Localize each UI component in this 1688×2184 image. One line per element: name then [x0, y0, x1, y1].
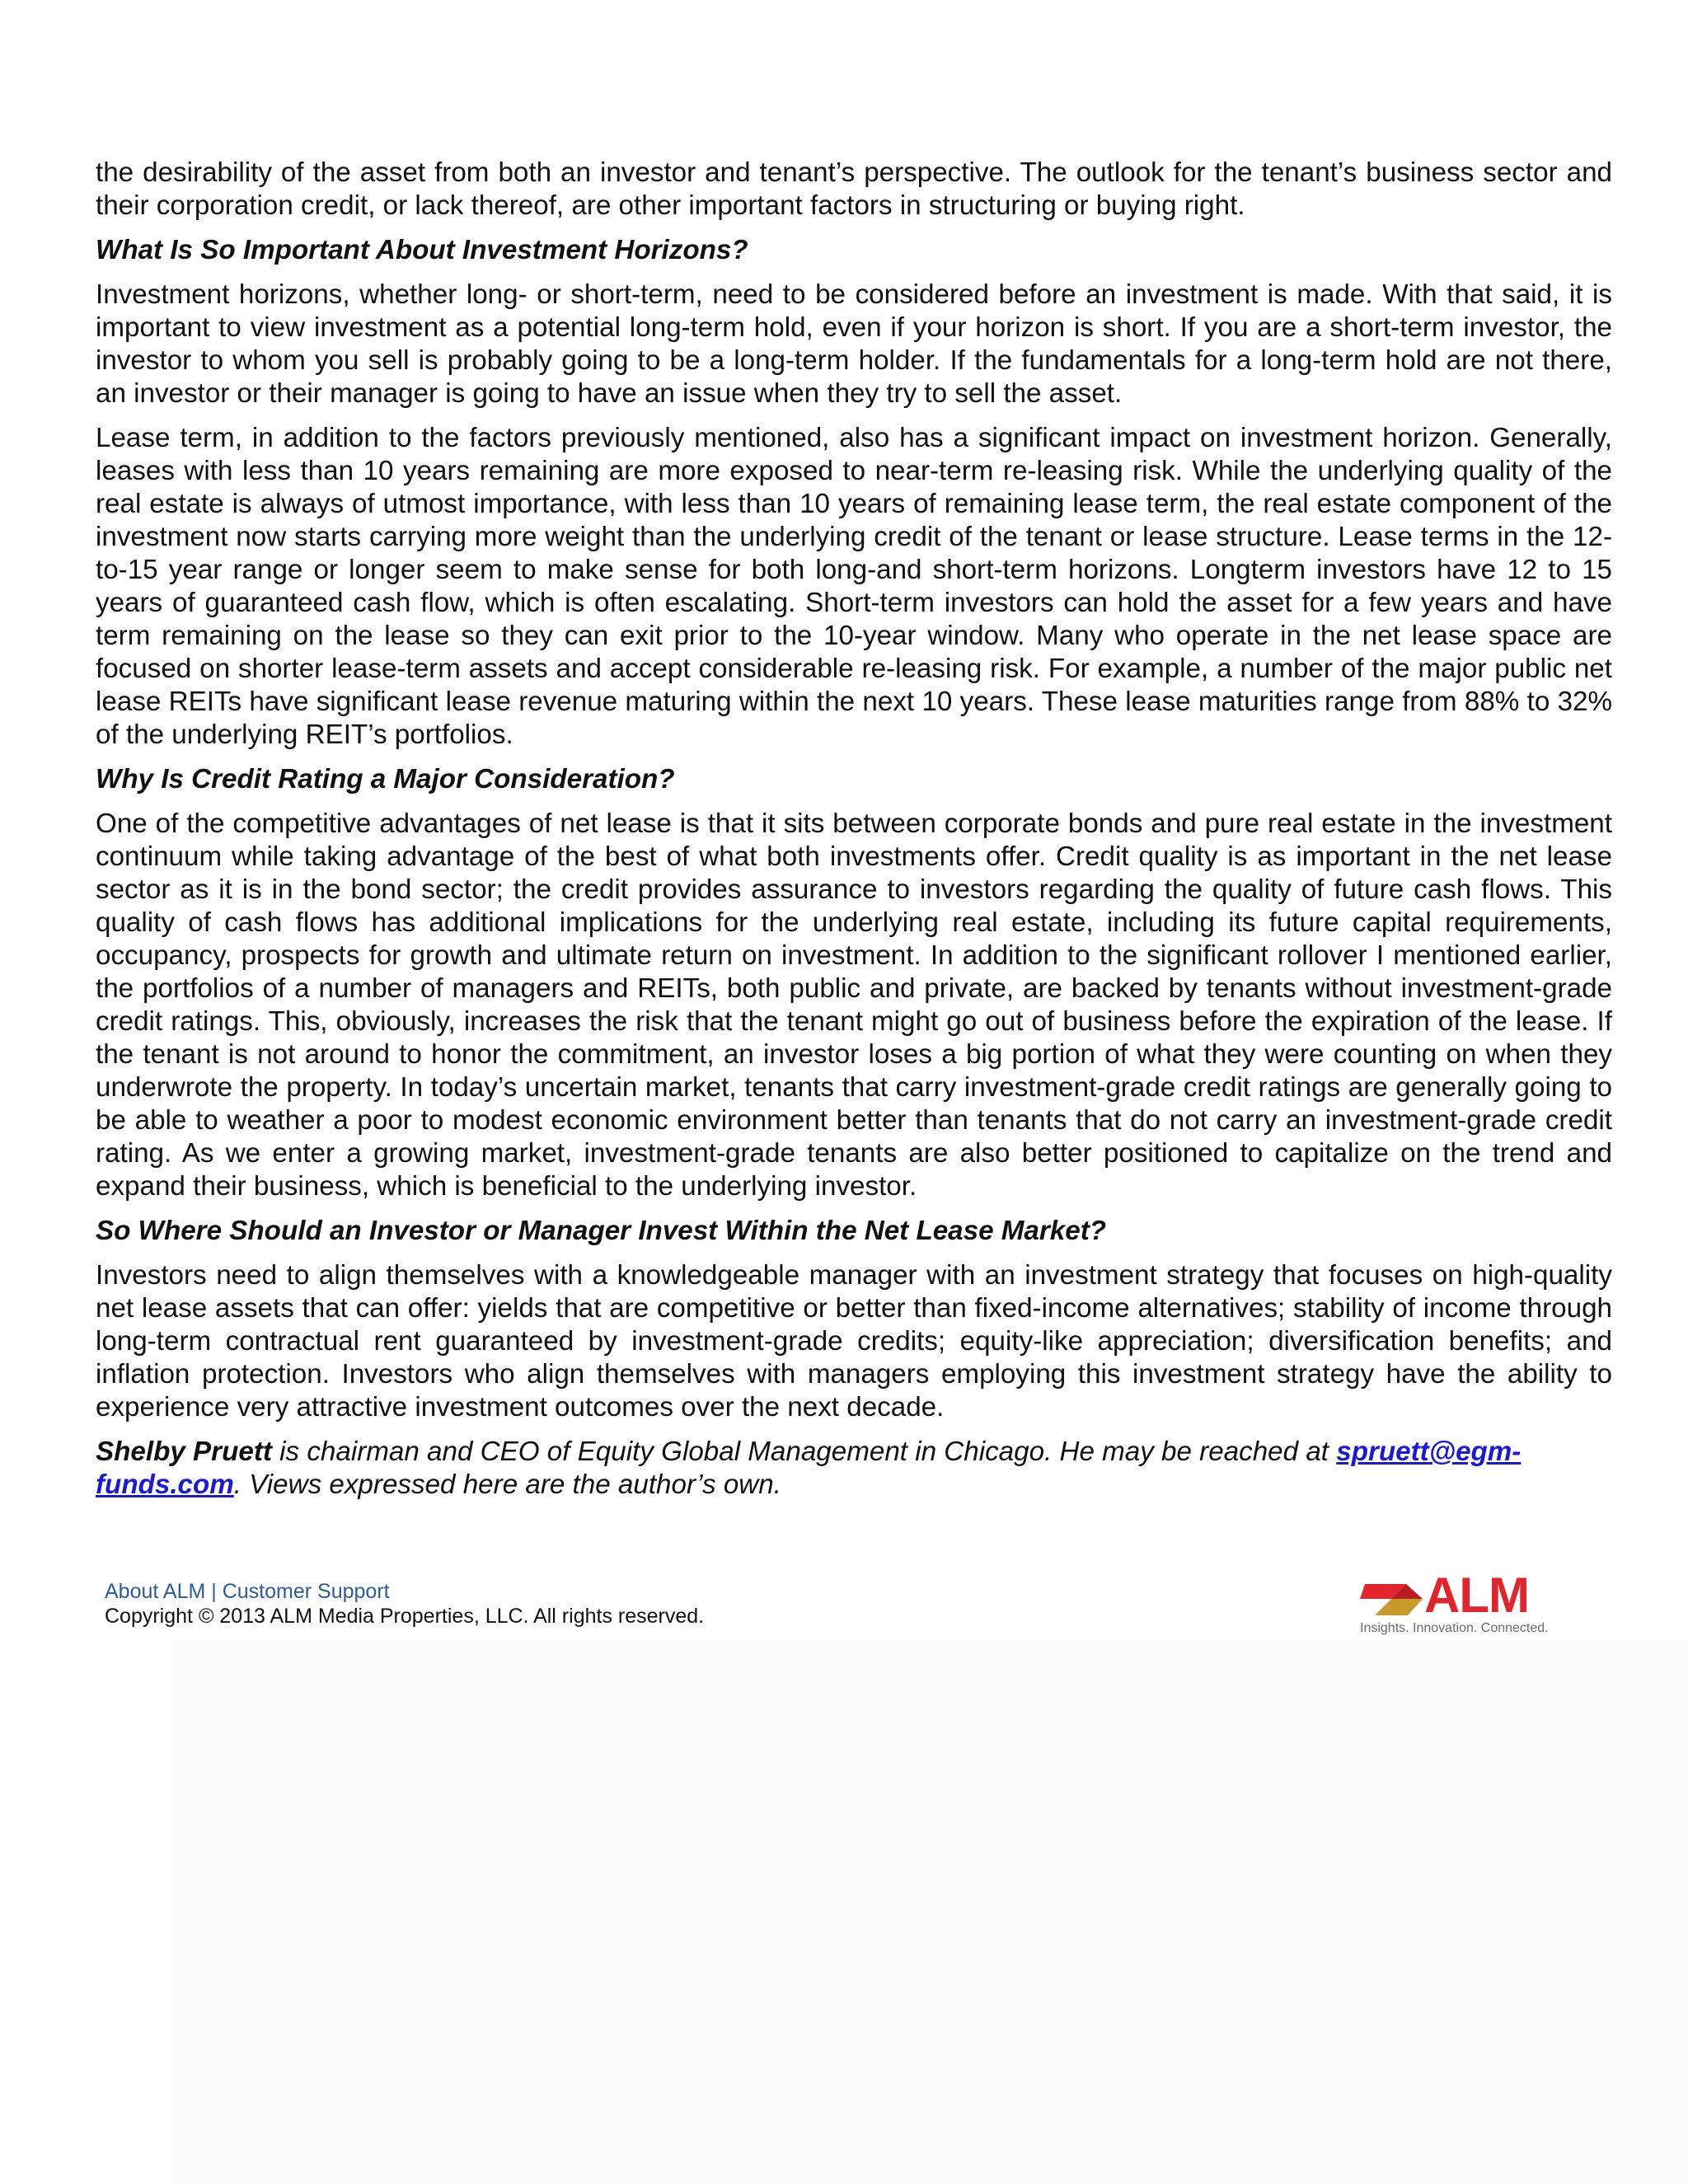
- about-alm-link[interactable]: About ALM: [105, 1580, 206, 1603]
- copyright-notice: Copyright © 2013 ALM Media Properties, LLC. All rights reserved.: [105, 1605, 705, 1628]
- alm-tagline: Insights. Innovation. Connected.: [1360, 1621, 1549, 1635]
- intro-paragraph: the desirability of the asset from both an investor and tenant’s perspective. The outlook for the tenant’s business sector and their corporation credit, or lack thereof, are other important factors in structuring or buying right.: [96, 157, 1612, 221]
- paragraph-where-to-invest: Investors need to align themselves with a knowledgeable manager with an investment strategy that focuses on high-quality net lease assets that can offer: yields that are competitive or better than fixed-income alternatives; stability of income through long-term contractual rent guaranteed by investment-grade credits; equity-like appreciation; diversification benefits; and inflation protection. Investors who align themselves with managers employing this investment strategy have the ability to experience very attractive investment outcomes over the next decade.: [96, 1260, 1612, 1422]
- alm-wordmark: ALM: [1424, 1568, 1529, 1623]
- footer-link-separator: |: [211, 1580, 217, 1603]
- page-footer: [105, 1579, 704, 1629]
- alm-logo-mark-icon: [1358, 1576, 1432, 1625]
- page-background-shade: [173, 1640, 1688, 2184]
- section-heading-where-to-invest: So Where Should an Investor or Manager Invest Within the Net Lease Market?: [96, 1216, 1107, 1246]
- author-bio-disclaimer: . Views expressed here are the author’s own.: [233, 1469, 781, 1500]
- author-name: Shelby Pruett: [96, 1436, 272, 1467]
- alm-logo: [1358, 1568, 1564, 1640]
- section-heading-investment-horizons: What Is So Important About Investment Horizons?: [96, 235, 748, 265]
- author-bio-text: is chairman and CEO of Equity Global Management in Chicago. He may be reached at: [271, 1436, 1337, 1467]
- paragraph-investment-horizons-2: Lease term, in addition to the factors previously mentioned, also has a significant impact on investment horizon. Generally, leases with less than 10 years remaining are more exposed to near-term re-leasing risk. While the underlying quality of the real estate is always of utmost importance, with less than 10 years of remaining lease term, the real estate component of the investment now starts carrying more weight than the underlying credit of the tenant or lease structure. Lease terms in the 12-to-15 year range or longer seem to make sense for both long-and short-term horizons. Longterm investors have 12 to 15 years of guaranteed cash flow, which is often escalating. Short-term investors can hold the asset for a few years and have term remaining on the lease so they can exit prior to the 10-year window. Many who operate in the net lease space are focused on shorter lease-term assets and accept considerable re-leasing risk. For example, a number of the major public net lease REITs have significant lease revenue maturing within the next 10 years. These lease maturities range from 88% to 32% of the underlying REIT’s portfolios.: [96, 423, 1612, 750]
- paragraph-credit-rating: One of the competitive advantages of net lease is that it sits between corporate bonds and pure real estate in the investment continuum while taking advantage of the best of what both investments offer. Credit quality is as important in the net lease sector as it is in the bond sector; the credit provides assurance to investors regarding the quality of future cash flows. This quality of cash flows has additional implications for the underlying real estate, including its future capital requirements, occupancy, prospects for growth and ultimate return on investment. In addition to the significant rollover I mentioned earlier, the portfolios of a number of managers and REITs, both public and private, are backed by tenants without investment-grade credit ratings. This, obviously, increases the risk that the tenant might go out of business before the expiration of the lease. If the tenant is not around to honor the commitment, an investor loses a big portion of what they were counting on when they underwrote the property. In today’s uncertain market, tenants that carry investment-grade credit ratings are generally going to be able to weather a poor to modest economic environment better than tenants that do not carry an investment-grade credit rating. As we enter a growing market, investment-grade tenants are also better positioned to capitalize on the trend and expand their business, which is beneficial to the underlying investor.: [96, 808, 1612, 1202]
- footer-links: [105, 1579, 704, 1604]
- author-bio: [96, 1436, 1612, 1502]
- customer-support-link[interactable]: Customer Support: [222, 1580, 390, 1603]
- paragraph-investment-horizons-1: Investment horizons, whether long- or short-term, need to be considered before an investment is made. With that said, it is important to view investment as a potential long-term hold, even if your horizon is short. If you are a short-term investor, the investor to whom you sell is probably going to be a long-term holder. If the fundamentals for a long-term hold are not there, an investor or their manager is going to have an issue when they try to sell the asset.: [96, 279, 1612, 409]
- section-heading-credit-rating: Why Is Credit Rating a Major Consideration?: [96, 764, 675, 794]
- author-email-link[interactable]: spruett@egm-funds.com: [96, 1436, 1522, 1500]
- article-body: [96, 157, 1612, 1513]
